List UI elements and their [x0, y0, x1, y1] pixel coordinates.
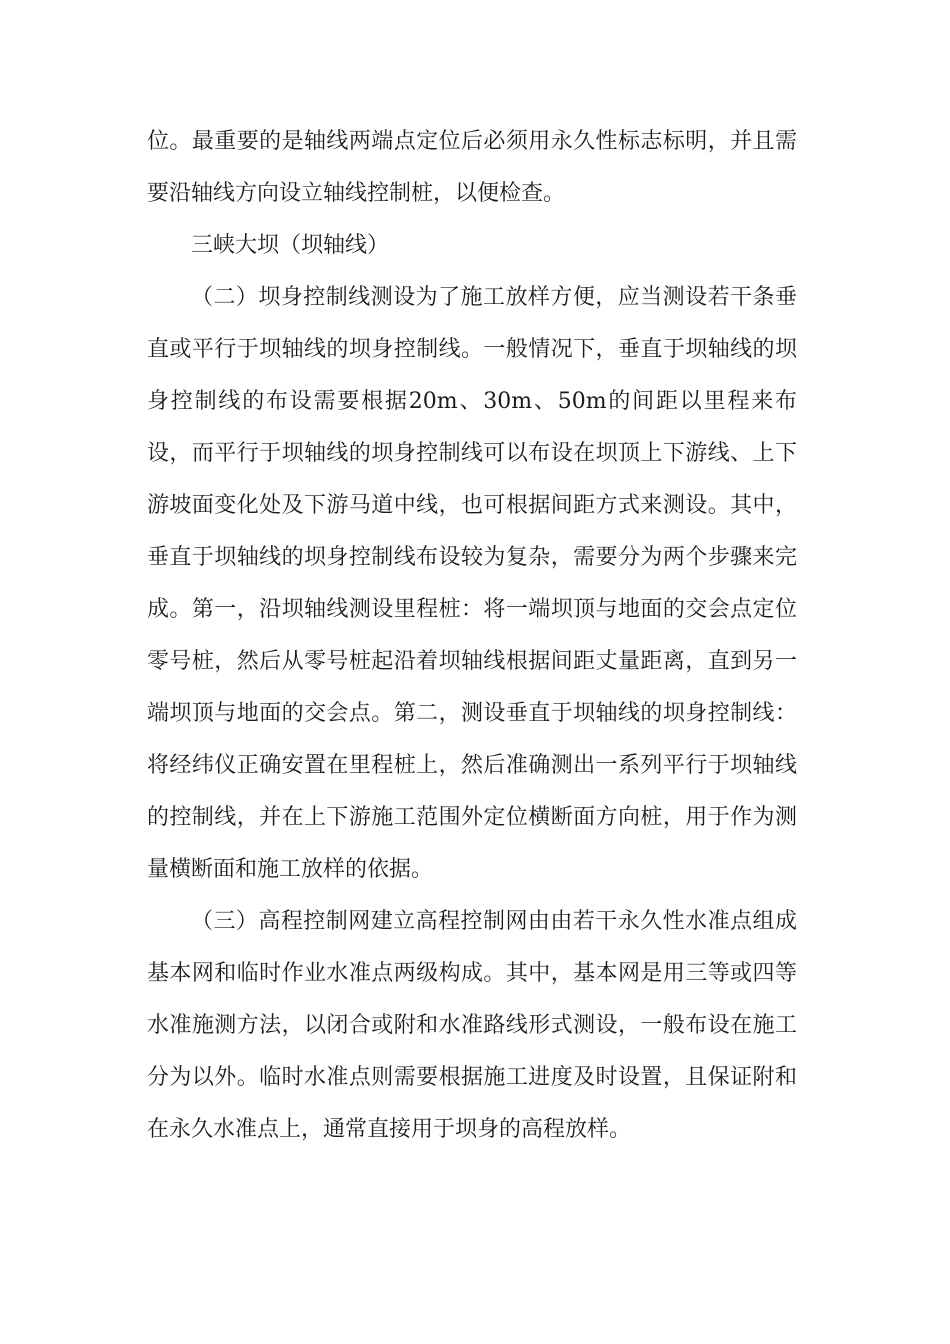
section-caption: 三峡大坝（坝轴线）: [191, 233, 390, 258]
paragraph-dam-control-lines: （二）坝身控制线测设为了施工放样方便，应当测设若干条垂直或平行于坝轴线的坝身控制线。一般情况下，垂直于坝轴线的坝身控制线的布设需要根据20m、30m、50m的间距以里程来布设，而平行于坝轴线的坝身控制线可以布设在坝顶上下游线、上下游坡面变化处及下游马道中线，也可根据间距方式来测设。其中，垂直于坝轴线的坝身控制线布设较为复杂，需要分为两个步骤来完成。第一，沿坝轴线测设里程桩：将一端坝顶与地面的交会点定位零号桩，然后从零号桩起沿着坝轴线根据间距丈量距离，直到另一端坝顶与地面的交会点。第二，测设垂直于坝轴线的坝身控制线：将经纬仪正确安置在里程桩上，然后准确测出一系列平行于坝轴线的控制线，并在上下游施工范围外定位横断面方向桩，用于作为测量横断面和施工放样的依据。: [147, 285, 797, 882]
paragraph-continuation: 位。最重要的是轴线两端点定位后必须用永久性标志标明，并且需要沿轴线方向设立轴线控制桩，以便检查。: [147, 129, 797, 206]
paragraph-elevation-control-network: （三）高程控制网建立高程控制网由由若干永久性水准点组成基本网和临时作业水准点两级构成。其中，基本网是用三等或四等水准施测方法，以闭合或附和水准路线形式测设，一般布设在施工分为以外。临时水准点则需要根据施工进度及时设置，且保证附和在永久水准点上，通常直接用于坝身的高程放样。: [147, 909, 797, 1142]
document-body: [147, 116, 797, 1156]
